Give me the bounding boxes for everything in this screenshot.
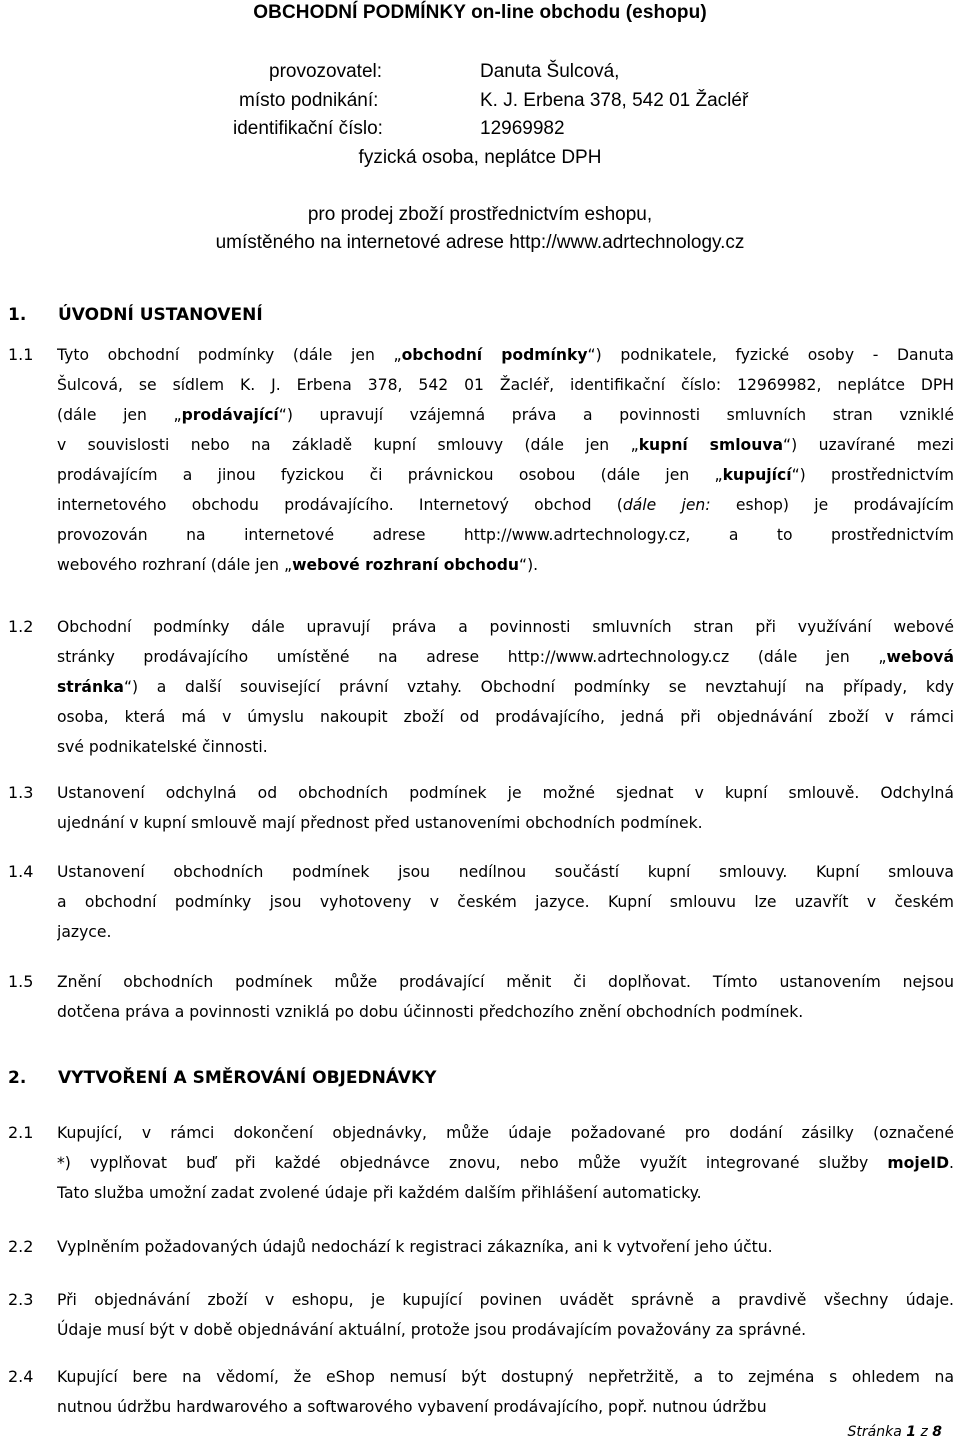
paragraph-number: 2.2: [8, 1237, 34, 1256]
section-number: 1.: [8, 305, 27, 325]
text-run: kupní smlouva: [638, 436, 784, 454]
text-line: [57, 917, 954, 947]
text-line: [57, 1285, 954, 1315]
text-line: [57, 430, 954, 460]
text-run: “) upravují vzájemná práva a povinnosti smluvních stran vzniklé: [278, 406, 954, 424]
provozovatel-value: Danuta Šulcová,: [480, 61, 620, 82]
text-run: webová: [886, 648, 954, 666]
text-line: [57, 887, 954, 917]
text-run: osoba, která má v úmyslu nakoupit zboží od prodávajícího, jedná při objednávání zboží v rámci: [57, 708, 954, 726]
text-run: provozován na internetové adrese http://www.adrtechnology.cz, a to prostřednictvím: [57, 526, 954, 544]
text-run: své podnikatelské činnosti.: [57, 738, 268, 756]
text-line: [57, 778, 954, 808]
text-run: Tato služba umožní zadat zvolené údaje při každém dalším přihlášení automaticky.: [57, 1184, 702, 1202]
text-line: [57, 1362, 954, 1392]
text-run: (dále jen „: [57, 406, 182, 424]
text-run: Tyto obchodní podmínky (dále jen „: [57, 346, 402, 364]
text-run: mojeID: [887, 1154, 950, 1172]
prodej-line-2: umístěného na internetové adrese http://www.adrtechnology.cz: [215, 232, 745, 253]
text-run: “) a další související právní vztahy. Obchodní podmínky se nevztahují na případy, kdy: [123, 678, 954, 696]
paragraph-number: 1.2: [8, 617, 34, 636]
text-line: [57, 400, 954, 430]
text-line: [57, 997, 954, 1027]
text-run: nutnou údržbu hardwarového a softwarového vybavení prodávajícího, popř. nutnou údržbu: [57, 1398, 767, 1416]
text-line: [57, 340, 954, 370]
text-run: Ustanovení odchylná od obchodních podmínek je možné sjednat v kupní smlouvě. Odchylná: [57, 784, 954, 802]
text-line: [57, 702, 954, 732]
paragraph-text: [57, 612, 954, 762]
text-run: webové rozhraní obchodu: [292, 556, 519, 574]
text-line: [57, 1118, 954, 1148]
text-run: eshop) je prodávajícím: [710, 496, 954, 514]
paragraph-text: [57, 967, 954, 1027]
text-line: [57, 672, 954, 702]
paragraph-text: [57, 857, 954, 947]
text-run: stránka: [57, 678, 124, 696]
text-run: jazyce.: [57, 923, 112, 941]
text-run: Vyplněním požadovaných údajů nedochází k registraci zákazníka, ani k vytvoření jeho účtu.: [57, 1238, 773, 1256]
text-line: [57, 520, 954, 550]
misto-label: místo podnikání:: [239, 90, 379, 111]
text-run: Znění obchodních podmínek může prodávající měnit či doplňovat. Tímto ustanovením nejsou: [57, 973, 954, 991]
paragraph-number: 1.4: [8, 862, 34, 881]
misto-value: K. J. Erbena 378, 542 01 Žacléř: [480, 90, 749, 111]
text-run: ujednání v kupní smlouvě mají přednost před ustanoveními obchodních podmínek.: [57, 814, 703, 832]
text-run: Obchodní podmínky dále upravují práva a povinnosti smluvních stran při využívání webové: [57, 618, 954, 636]
text-line: [57, 1148, 954, 1178]
page-word: Stránka: [847, 1424, 902, 1440]
text-line: [57, 1392, 954, 1422]
text-line: [57, 1178, 954, 1208]
text-run: “).: [518, 556, 539, 574]
paragraph-text: [57, 1285, 954, 1345]
page-current: 1: [906, 1424, 916, 1440]
text-run: “) prostřednictvím: [791, 466, 954, 484]
text-run: webového rozhraní (dále jen „: [57, 556, 293, 574]
paragraph-text: [57, 340, 954, 580]
text-run: .: [949, 1154, 954, 1172]
section-title: VYTVOŘENÍ A SMĚROVÁNÍ OBJEDNÁVKY: [58, 1068, 437, 1088]
text-run: Údaje musí být v době objednávání aktuální, protože jsou prodávajícím považovány za správné.: [57, 1321, 807, 1339]
text-run: “) podnikatele, fyzické osoby - Danuta: [587, 346, 954, 364]
text-line: [57, 612, 954, 642]
text-run: Šulcová, se sídlem K. J. Erbena 378, 542 01 Žacléř, identifikační číslo: 12969982, neplátce DPH: [57, 376, 954, 394]
ic-label: identifikační číslo:: [233, 118, 383, 139]
provozovatel-label: provozovatel:: [269, 61, 383, 82]
text-run: Kupující, v rámci dokončení objednávky, může údaje požadované pro dodání zásilky (označené: [57, 1124, 954, 1142]
text-run: “) uzavírané mezi: [783, 436, 954, 454]
paragraph-number: 2.3: [8, 1290, 34, 1309]
text-run: a obchodní podmínky jsou vyhotoveny v českém jazyce. Kupní smlouvu lze uzavřít v českém: [57, 893, 954, 911]
text-line: [57, 370, 954, 400]
text-run: *) vyplňovat buď při každé objednávce znovu, nebo může využít integrované služby: [57, 1154, 888, 1172]
text-run: stránky prodávajícího umístěné na adrese http://www.adrtechnology.cz (dále jen „: [57, 648, 887, 666]
text-run: internetového obchodu prodávajícího. Internetový obchod (: [57, 496, 623, 514]
paragraph-number: 1.1: [8, 345, 34, 364]
paragraph-text: [57, 778, 954, 838]
text-run: Při objednávání zboží v eshopu, je kupující povinen uvádět správně a pravdivě všechny údaje.: [57, 1291, 954, 1309]
paragraph-text: [57, 1232, 954, 1262]
text-run: dále jen:: [622, 496, 711, 514]
text-line: [57, 857, 954, 887]
osoba-text: fyzická osoba, neplátce DPH: [358, 147, 602, 168]
paragraph-number: 2.1: [8, 1123, 34, 1142]
page-footer: [848, 1424, 943, 1440]
text-line: [57, 490, 954, 520]
page-of: z: [920, 1424, 928, 1440]
text-line: [57, 1315, 954, 1345]
text-line: [57, 550, 954, 580]
text-line: [57, 460, 954, 490]
text-line: [57, 732, 954, 762]
text-run: Kupující bere na vědomí, že eShop nemusí být dostupný nepřetržitě, a to zejména s ohledem na: [57, 1368, 954, 1386]
paragraph-number: 1.3: [8, 783, 34, 802]
text-line: [57, 1232, 954, 1262]
section-heading: [8, 1068, 436, 1088]
document-title: OBCHODNÍ PODMÍNKY on-line obchodu (eshopu): [253, 2, 707, 23]
text-line: [57, 967, 954, 997]
paragraph-text: [57, 1118, 954, 1208]
section-heading: [8, 305, 263, 325]
section-number: 2.: [8, 1068, 27, 1088]
text-run: obchodní podmínky: [401, 346, 588, 364]
text-line: [57, 808, 954, 838]
text-line: [57, 642, 954, 672]
paragraph-text: [57, 1362, 954, 1422]
text-run: Ustanovení obchodních podmínek jsou nedílnou součástí kupní smlouvy. Kupní smlouva: [57, 863, 954, 881]
page-total: 8: [932, 1424, 942, 1440]
paragraph-number: 2.4: [8, 1367, 34, 1386]
section-title: ÚVODNÍ USTANOVENÍ: [58, 305, 263, 325]
text-run: prodávající: [181, 406, 279, 424]
text-run: prodávajícím a jinou fyzickou či právnickou osobou (dále jen „: [57, 466, 723, 484]
ic-value: 12969982: [480, 118, 565, 139]
paragraph-number: 1.5: [8, 972, 34, 991]
prodej-line-1: pro prodej zboží prostřednictvím eshopu,: [307, 204, 653, 225]
text-run: v souvislosti nebo na základě kupní smlouvy (dále jen „: [57, 436, 639, 454]
text-run: dotčena práva a povinnosti vzniklá po dobu účinnosti předchozího znění obchodních podmínek.: [57, 1003, 804, 1021]
text-run: kupující: [722, 466, 792, 484]
